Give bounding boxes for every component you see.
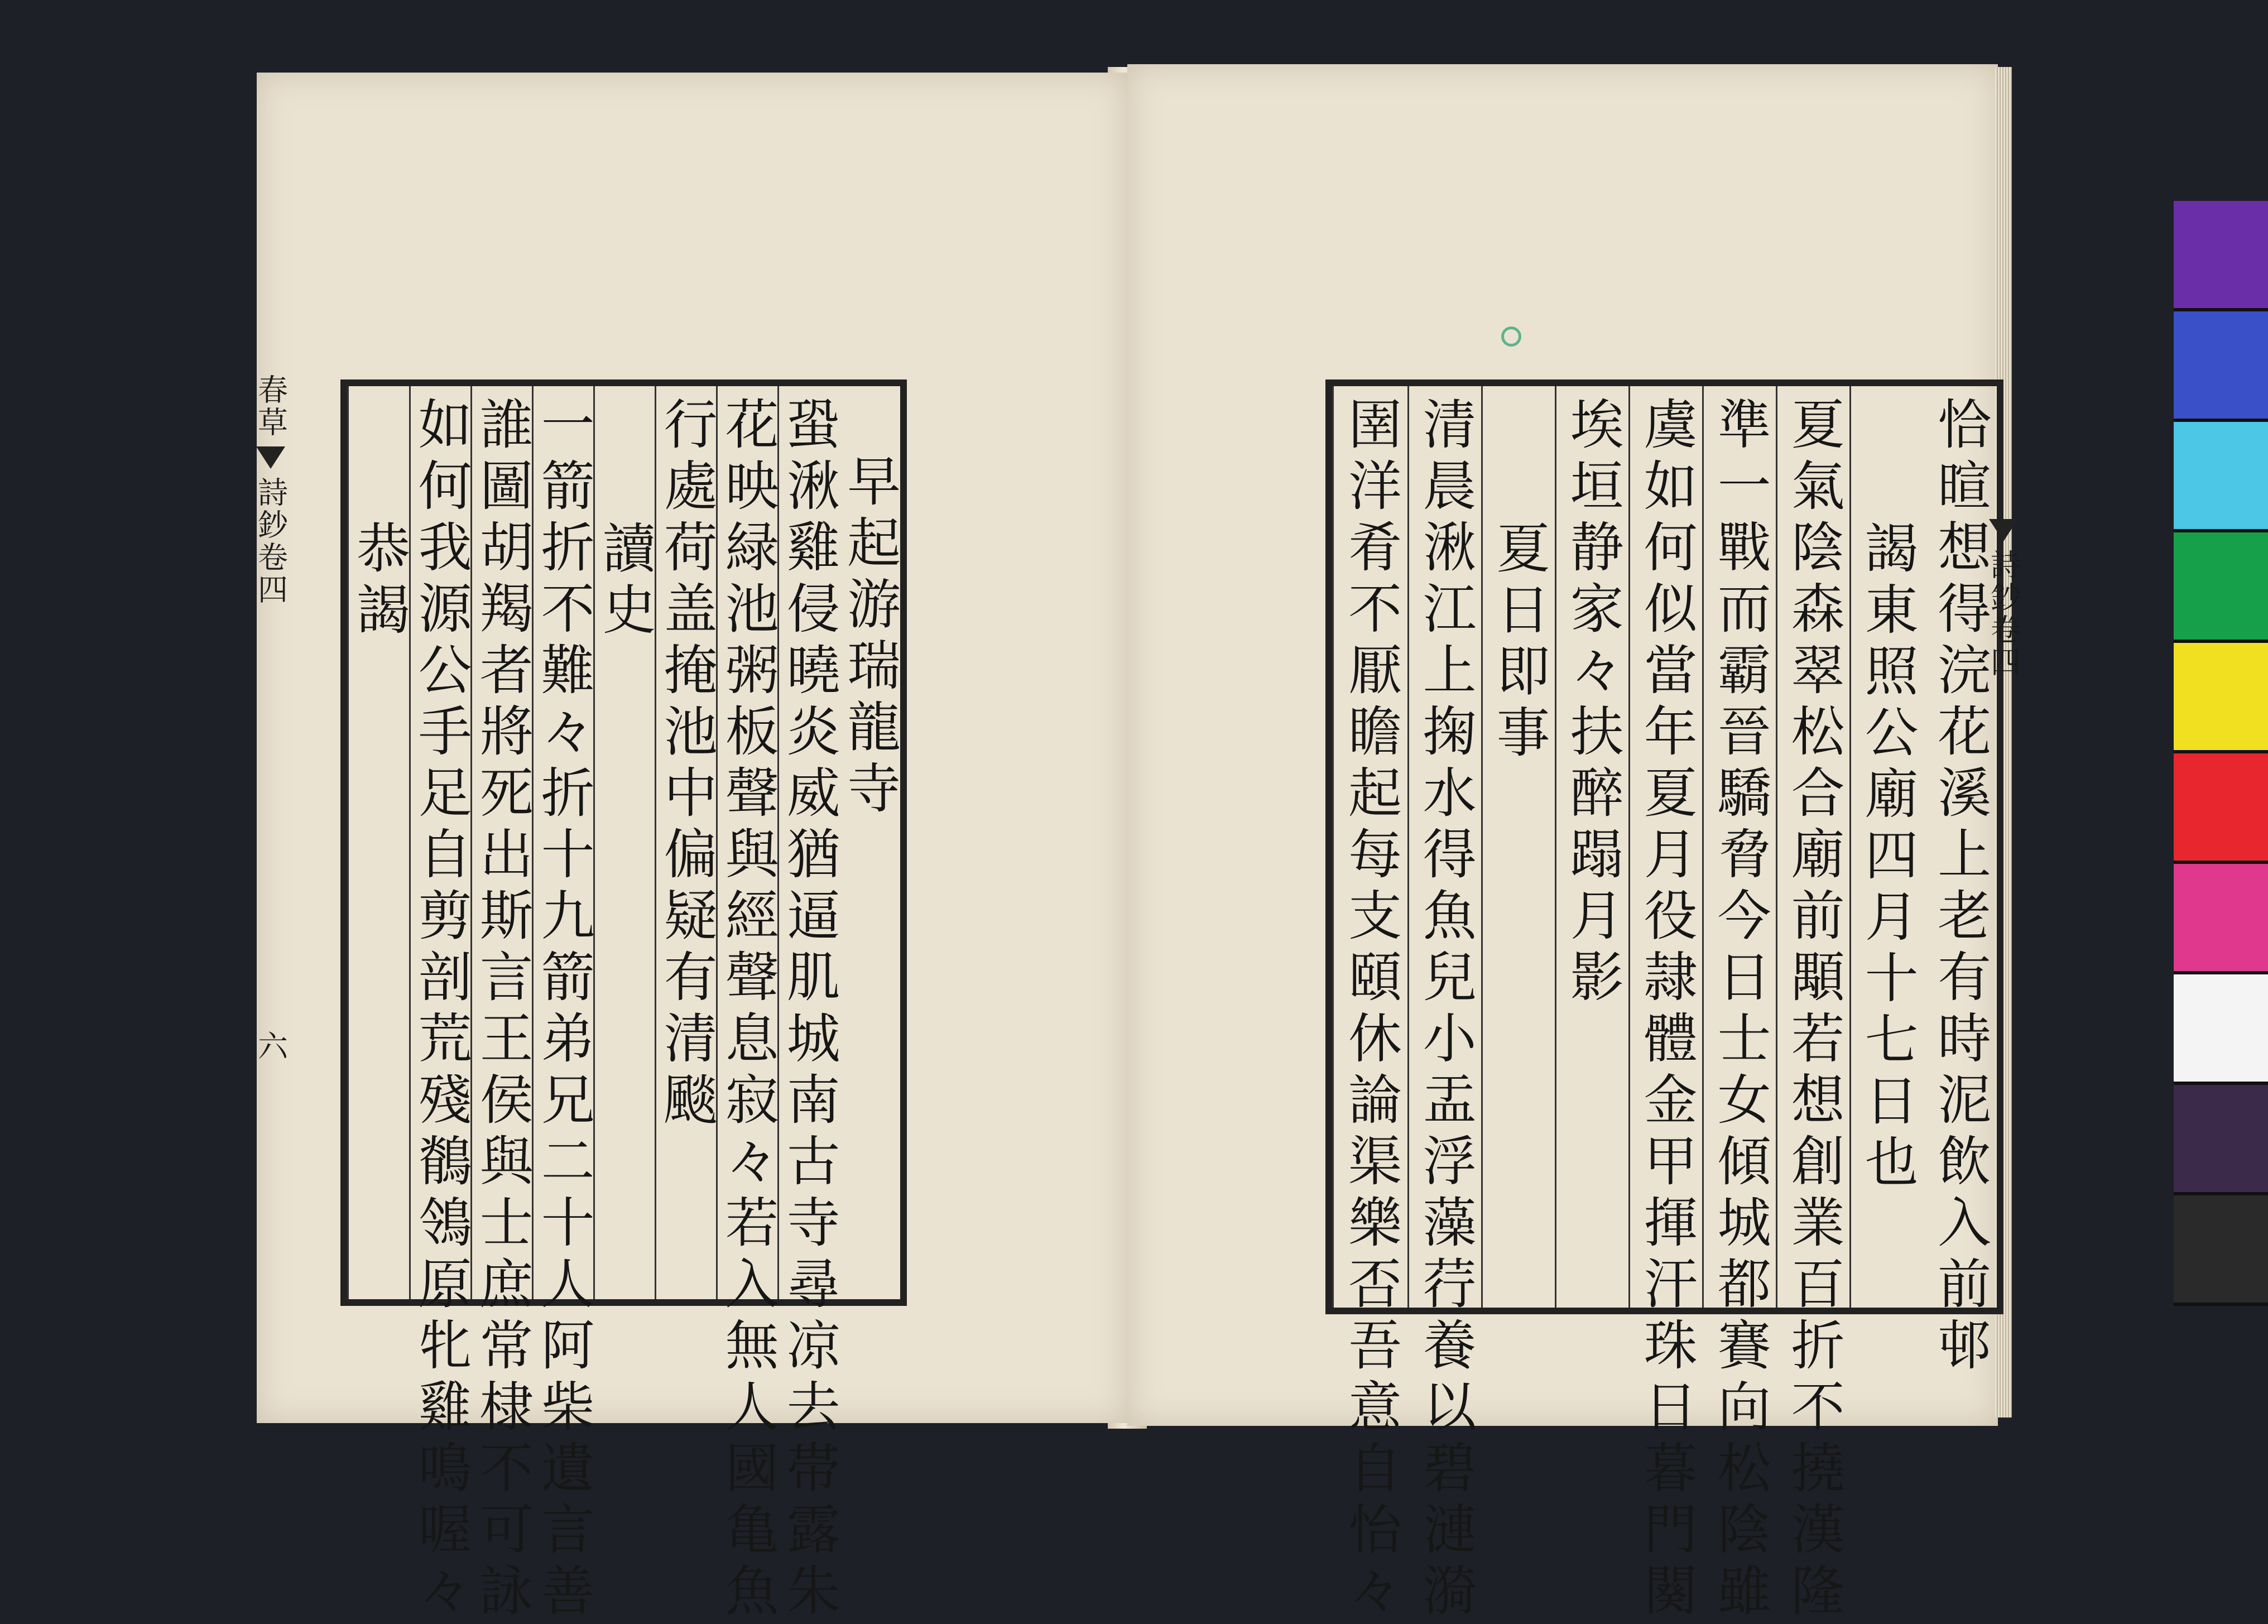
stamp-dot [1501,326,1521,347]
text-column: 夏氣陰森翠松合廟前顒若想創業百折不撓漢隆 [1776,386,1849,1308]
right-margin-column [1987,374,2020,1306]
text-column: 如何我源公手足自剪剖荒殘鶺鴒原牝雞鳴喔々 [409,386,470,1299]
text-column: 一箭折不難々折十九箭弟兄二十人阿柴遺言善 [532,386,593,1299]
color-swatch [2174,1195,2268,1306]
margin-upper-text: 春草 [253,374,289,439]
text-column: 恰暄想得浣花溪上老有時泥飲入前邨 [1929,396,1992,1378]
text-column: 花映緑池粥板聲與經聲息寂々若入無人國亀魚 [716,386,777,1299]
color-calibration-strip [2174,201,2268,1306]
fish-tail-mark [256,446,285,469]
color-swatch [2174,311,2268,422]
color-swatch [2174,201,2268,311]
color-swatch [2174,1085,2268,1195]
text-column: 準一戰而霸晉驕脅今日士女傾城都賽向松陰雖 [1702,386,1776,1308]
right-text-frame [1325,379,2003,1624]
text-column: 虞如何似當年夏月役隷體金甲揮汗珠日暮門闋 [1628,386,1702,1308]
text-column: 圉洋肴不厭瞻起每支頤休論渠樂否吾意自怡々 [1332,386,1407,1308]
text-column: 埃垣静家々扶醉蹋月影 [1555,386,1628,1308]
color-swatch [2174,643,2268,753]
text-column: 誰圖胡羯者將死出斯言王侯與士庶常棣不可詠 [470,386,532,1299]
color-swatch [2174,864,2268,974]
color-swatch [2174,422,2268,532]
fish-tail-mark [1989,519,2018,541]
text-column: 讀史 [593,386,655,1299]
text-column: 清晨湫江上掬水得魚兒小盂浮藻荇養以碧漣漪 [1407,386,1481,1308]
margin-title: 詩鈔卷四 [253,477,289,606]
text-column: 行處荷盖掩池中偏疑有清颷 [655,386,716,1299]
text-column: 謁東照公廟四月十七日也 [1849,386,1923,1308]
left-margin-column [254,374,287,1306]
margin-title: 詩鈔卷四 [1986,549,2021,679]
text-column: 夏日即事 [1481,386,1555,1308]
color-swatch [2174,532,2268,643]
color-swatch [2174,974,2268,1085]
color-swatch [2174,753,2268,864]
text-column: 早起游瑞龍寺 [838,453,901,821]
margin-page-number: 六 [253,1030,289,1063]
left-text-frame [340,379,907,1624]
text-column: 蛩湫雞侵曉炎威猶逼肌城南古寺尋凉去帯露朱 [777,386,839,1299]
text-column: 恭謁 [347,386,409,1299]
